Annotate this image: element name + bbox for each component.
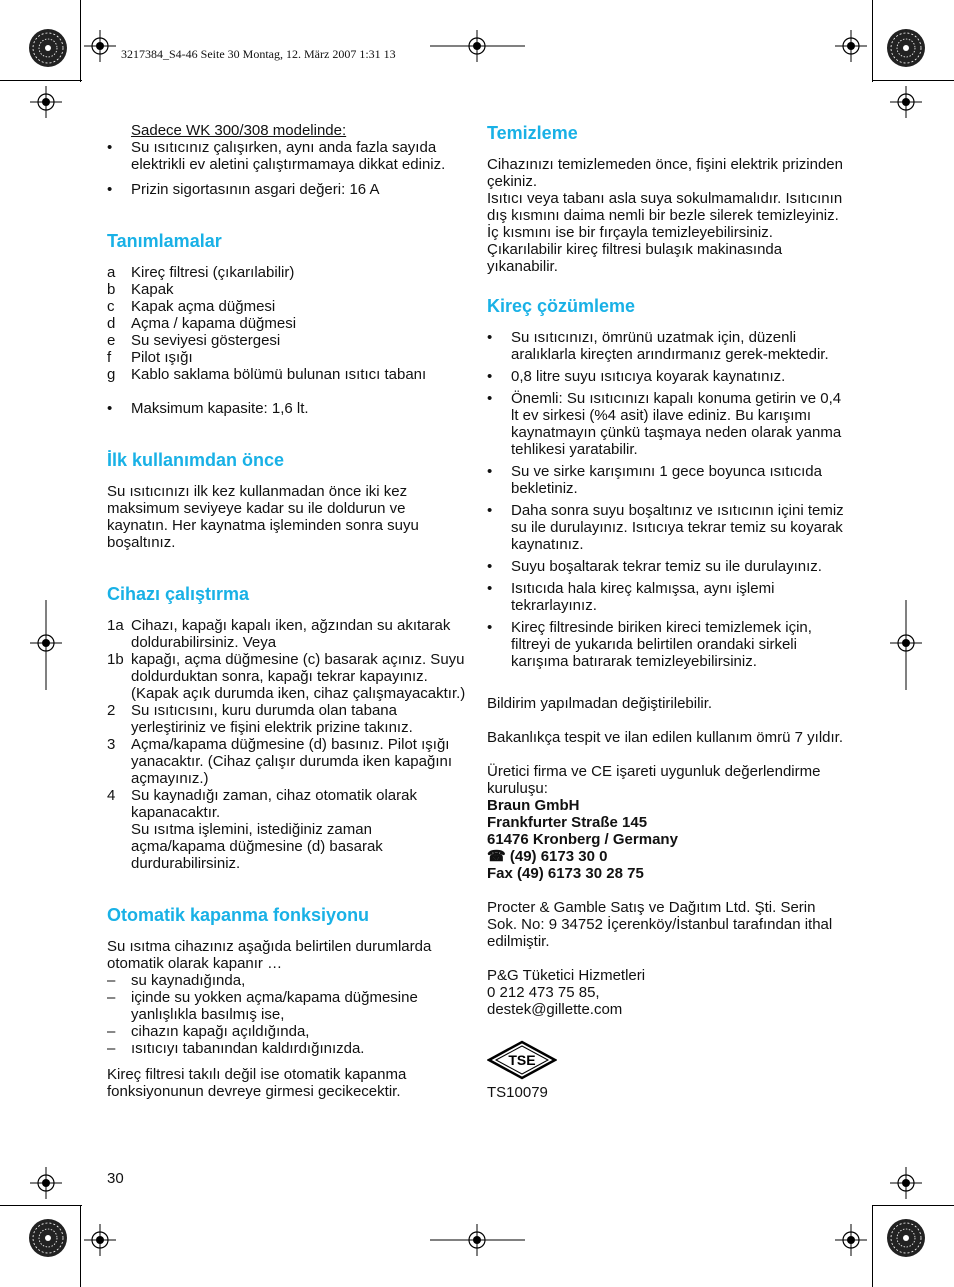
service-line: 0 212 473 75 85, (487, 984, 600, 1001)
paragraph: Kireç filtresi takılı değil ise otomatik kapanma fonksiyonunun devreye girmesi gecikecektir. (107, 1066, 407, 1100)
manufacturer-intro: Üretici firma ve CE işareti uygunluk değerlendirme kuruluşu: (487, 763, 821, 797)
print-header: 3217384_S4-46 Seite 30 Montag, 12. März 2007 1:31 13 (121, 47, 396, 61)
section-title: Kireç çözümleme (487, 296, 636, 316)
list-item: – su kaynadığında, (107, 972, 246, 989)
section-title: Cihazı çalıştırma (107, 584, 250, 604)
svg-text:TSE: TSE (508, 1052, 536, 1068)
list-item: Su ısıtma işlemini, istediğiniz zaman açma/kapama düğmesine (d) basarak durdurabilirsiniz. (131, 821, 383, 872)
section-title: İlk kullanımdan önce (107, 450, 285, 470)
list-item: – cihazın kapağı açıldığında, (107, 1023, 310, 1040)
parts-list (107, 264, 467, 383)
list-item: 1b kapağı, açma düğmesine (c) basarak açınız. Suyu doldurduktan sonra, kapağı tekrar kapayınız. (Kapak açık durumda iken, cihaz çalışmayacaktır.) (107, 651, 466, 702)
tse-logo-icon (487, 1040, 557, 1080)
list-item: f Pilot ışığı (107, 349, 193, 366)
list-item: g Kablo saklama bölümü bulunan ısıtıcı tabanı (107, 366, 427, 383)
list-item: c Kapak açma düğmesi (107, 298, 276, 315)
paragraph: Isıtıcı veya tabanı asla suya sokulmamalıdır. Isıtıcının dış kısmını daima nemli bir bezle silerek temizleyiniz. İç kısmını ise bir fırçayla temizleyebilirsiniz. Çıkarılabilir kireç filtresi bulaşık makinasında yıkanabilir. (487, 190, 843, 275)
list-item: • Kireç filtresinde biriken kireci temizlemek için, filtreyi de yukarıda belirtilen orandaki sirkeli karışıma batırarak temizleyebilirsiniz. (487, 619, 812, 670)
left-column (107, 122, 467, 1100)
right-column (487, 122, 849, 1101)
list-item: • Daha sonra suyu boşaltınız ve ısıtıcının içini temiz su ile durulayınız. Isıtıcıya tekrar temiz su koyarak kaynatınız. (487, 502, 844, 553)
list-item: – içinde su yokken açma/kapama düğmesine yanlışlıkla basılmış ise, (107, 989, 418, 1023)
tse-logo (487, 1040, 849, 1084)
section-title: Tanımlamalar (107, 231, 222, 251)
list-item: • Su ısıtıcınız çalışırken, aynı anda fazla sayıda elektrikli ev aletini çalıştırmamaya dikkat ediniz. (107, 139, 446, 173)
manufacturer-line: Braun GmbH (487, 797, 580, 814)
list-item: 1a Cihazı, kapağı kapalı iken, ağzından su akıtarak doldurabilirsiniz. Veya (107, 617, 451, 651)
section-title: Otomatik kapanma fonksiyonu (107, 905, 370, 925)
list-item: • Önemli: Su ısıtıcınızı kapalı konuma getirin ve 0,4 lt ev sirkesi (%4 asit) ilave ediniz. Bu karışımı kaynatmayın çünkü taşmaya neden olarak yanma tehlikesi yaratabilir. (487, 390, 842, 458)
manufacturer-line: Frankfurter Straße 145 (487, 814, 648, 831)
list-item: d Açma / kapama düğmesi (107, 315, 297, 332)
list-item: • Prizin sigortasının asgari değeri: 16 A (107, 181, 380, 198)
paragraph: Cihazınızı temizlemeden önce, fişini elektrik prizinden çekiniz. (487, 156, 843, 190)
list-item: – ısıtıcıyı tabanından kaldırdığınızda. (107, 1040, 365, 1057)
list-item: • Maksimum kapasite: 1,6 lt. (107, 400, 309, 417)
list-item: a Kireç filtresi (çıkarılabilir) (107, 264, 295, 281)
manufacturer-line: 61476 Kronberg / Germany (487, 831, 678, 848)
notice-text: Bildirim yapılmadan değiştirilebilir. (487, 695, 713, 712)
section-title: Temizleme (487, 123, 578, 143)
steps-list (107, 617, 467, 872)
model-note: Sadece WK 300/308 modelinde: (131, 122, 347, 139)
page-number: 30 (107, 1170, 124, 1187)
list-item: • Su ve sirke karışımını 1 gece boyunca ısıtıcıda bekletiniz. (487, 463, 822, 497)
manufacturer-fax: Fax (49) 6173 30 28 75 (487, 865, 644, 882)
paragraph: Su ısıtma cihazınız aşağıda belirtilen durumlarda otomatik olarak kapanır … (107, 938, 432, 972)
descaling-list (487, 329, 849, 670)
paragraph: Su ısıtıcınızı ilk kez kullanmadan önce iki kez maksimum seviyeye kadar su ile doldurun ve kaynatın. Her kaynatma işleminden sonra suyu boşaltınız. (107, 483, 419, 551)
list-item: • 0,8 litre suyu ısıtıcıya koyarak kaynatınız. (487, 368, 786, 385)
list-item: • Su ısıtıcınızı, ömrünü uzatmak için, düzenli aralıklarla kireçten arındırmanız gerek-mektedir. (487, 329, 829, 363)
list-item: e Su seviyesi göstergesi (107, 332, 281, 349)
list-item: • Suyu boşaltarak tekrar temiz su ile durulayınız. (487, 558, 822, 575)
list-item: • Isıtıcıda hala kireç kalmışsa, aynı işlemi tekrarlayınız. (487, 580, 775, 614)
list-item: 3 Açma/kapama düğmesine (d) basınız. Pilot ışığı yanacaktır. (Cihaz çalışır durumda iken kapağını açmayınız.) (107, 736, 452, 787)
list-item: b Kapak (107, 281, 174, 298)
manufacturer-phone: ☎ (49) 6173 30 0 (487, 848, 608, 865)
list-item: 4 Su kaynadığı zaman, cihaz otomatik olarak kapanacaktır. (107, 787, 417, 821)
lifetime-text: Bakanlıkça tespit ve ilan edilen kullanım ömrü 7 yıldır. (487, 729, 844, 746)
importer-text: Procter & Gamble Satış ve Dağıtım Ltd. Şti. Serin Sok. No: 9 34752 İçerenköy/İstanbul tarafından ithal edilmiştir. (487, 899, 833, 950)
service-email: destek@gillette.com (487, 1001, 623, 1018)
service-line: P&G Tüketici Hizmetleri (487, 967, 646, 984)
list-item: 2 Su ısıtıcısını, kuru durumda olan tabana yerleştiriniz ve fişini elektrik prizine takınız. (107, 702, 413, 736)
tse-code: TS10079 (487, 1084, 548, 1101)
